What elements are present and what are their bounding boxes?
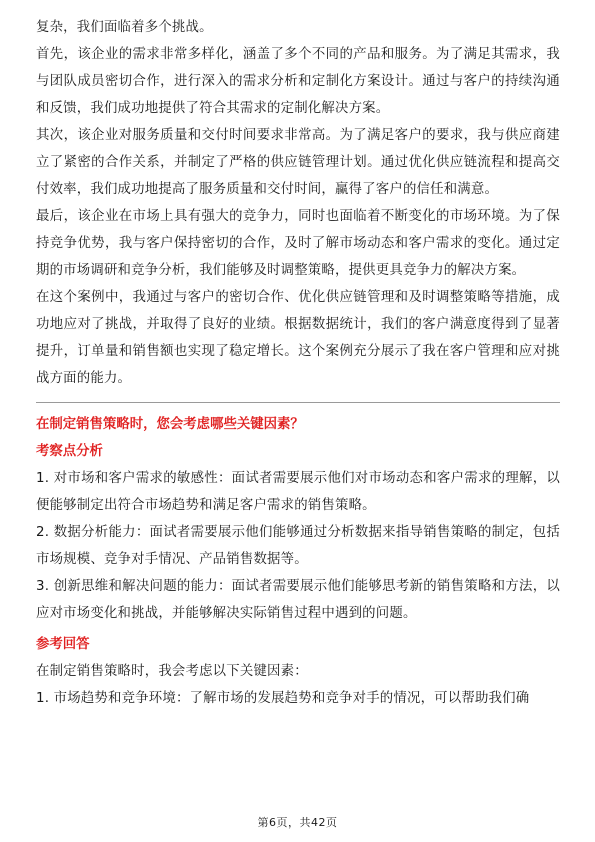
analysis-item: 2. 数据分析能力：面试者需要展示他们能够通过分析数据来指导销售策略的制定，包括市场规模、竞争对手情况、产品销售数据等。 [36,525,560,567]
analysis-heading: 考察点分析 [36,444,103,459]
page-number: 第6页，共42页 [257,816,338,829]
analysis-item: 3. 创新思维和解决问题的能力：面试者需要展示他们能够思考新的销售策略和方法，以应对市场变化和挑战，并能够解决实际销售过程中遇到的问题。 [36,579,560,621]
question-heading: 在制定销售策略时，您会考虑哪些关键因素？ [36,417,304,432]
body-paragraph: 首先，该企业的需求非常多样化，涵盖了多个不同的产品和服务。为了满足其需求，我与团队成员密切合作，进行深入的需求分析和定制化方案设计。通过与客户的持续沟通和反馈，我们成功地提供了符合其需求的定制化解决方案。 [36,47,560,116]
section-divider [36,402,560,403]
answer-item: 1. 市场趋势和竞争环境：了解市场的发展趋势和竞争对手的情况，可以帮助我们确 [36,691,530,706]
answer-heading: 参考回答 [36,637,90,652]
body-paragraph: 其次，该企业对服务质量和交付时间要求非常高。为了满足客户的要求，我与供应商建立了紧密的合作关系，并制定了严格的供应链管理计划。通过优化供应链流程和提高交付效率，我们成功地提高了服务质量和交付时间，赢得了客户的信任和满意。 [36,128,560,197]
body-paragraph: 最后，该企业在市场上具有强大的竞争力，同时也面临着不断变化的市场环境。为了保持竞争优势，我与客户保持密切的合作，及时了解市场动态和客户需求的变化。通过定期的市场调研和竞争分析，我们能够及时调整策略，提供更具竞争力的解决方案。 [36,209,560,278]
document-body [36,14,560,712]
body-paragraph: 复杂，我们面临着多个挑战。 [36,20,213,35]
answer-intro: 在制定销售策略时，我会考虑以下关键因素： [36,664,308,679]
body-paragraph: 在这个案例中，我通过与客户的密切合作、优化供应链管理和及时调整策略等措施，成功地应对了挑战，并取得了良好的业绩。根据数据统计，我们的客户满意度得到了显著提升，订单量和销售额也实现了稳定增长。这个案例充分展示了我在客户管理和应对挑战方面的能力。 [36,290,560,386]
analysis-item: 1. 对市场和客户需求的敏感性：面试者需要展示他们对市场动态和客户需求的理解，以便能够制定出符合市场趋势和满足客户需求的销售策略。 [36,471,560,513]
